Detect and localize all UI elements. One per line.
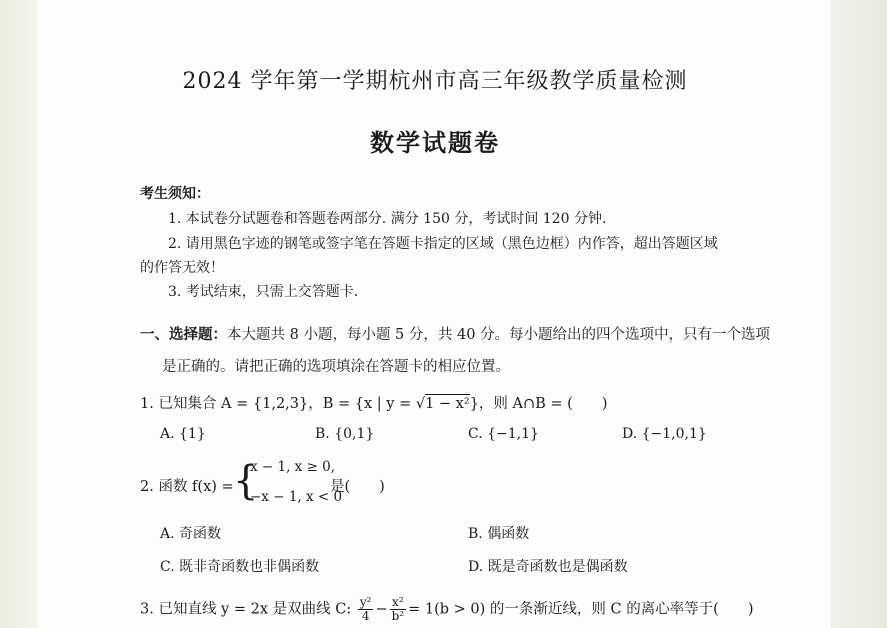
exam-title: 2024 学年第一学期杭州市高三年级教学质量检测: [182, 69, 688, 94]
question-2-option-a: A. 奇函数: [160, 526, 222, 542]
question-2-option-d: D. 既是奇函数也是偶函数: [468, 559, 628, 575]
section-intro: [140, 323, 770, 344]
question-2-number: 2.: [140, 479, 154, 495]
notice-item-3: 3. 考试结束，只需上交答题卡.: [168, 284, 359, 300]
question-2-option-b: B. 偶函数: [468, 526, 530, 542]
question-1-number: 1.: [140, 396, 154, 412]
section-text-2: 是正确的。请把正确的选项填涂在答题卡的相应位置。: [162, 359, 510, 375]
notice-heading: 考生须知：: [140, 186, 210, 202]
question-1-text-b: }，则 A∩B = ( ): [469, 396, 608, 412]
fraction-x2-over-b2: $\frac{\text{x²}}{\text{b²}}$: [391, 595, 405, 623]
minus-sign: −: [375, 601, 388, 618]
question-1-stem: [140, 392, 607, 413]
section-text-1: 本大题共 8 小题，每小题 5 分，共 40 分。每小题给出的四个选项中，只有一个选项: [227, 327, 771, 343]
question-2-text-a: 函数 f(x) =: [158, 479, 234, 495]
left-brace-icon: {: [233, 458, 259, 504]
sqrt-icon: √: [415, 396, 426, 412]
fraction-y2-over-4: $\frac{\text{y²}}{4}$: [359, 595, 372, 623]
notice-item-1: 1. 本试卷分试题卷和答题卷两部分. 满分 150 分，考试时间 120 分钟.: [168, 211, 607, 227]
question-1-option-d: D. {−1,0,1}: [622, 426, 707, 442]
exam-subtitle: 数学试题卷: [370, 128, 500, 157]
question-3-text-a: 已知直线 y = 2x 是双曲线 C:: [158, 601, 352, 618]
section-label: 一、选择题：: [140, 326, 227, 343]
question-1-option-c: C. {−1,1}: [468, 426, 539, 442]
question-1-option-b: B. {0,1}: [315, 426, 375, 442]
question-1-radicand: 1 − x²: [425, 396, 470, 412]
question-3-text-b: = 1(b > 0) 的一条渐近线，则 C 的离心率等于( ): [408, 601, 754, 618]
question-2-case-1: x − 1, x ≥ 0,: [250, 459, 336, 475]
notice-item-2: 2. 请用黑色字迹的钢笔或签字笔在答题卡指定的区域（黑色边框）内作答，超出答题区域: [168, 236, 718, 252]
exam-page: [40, 0, 830, 628]
question-1-option-a: A. {1}: [160, 426, 206, 442]
question-3-stem: [140, 596, 754, 623]
notice-item-2-cont: 的作答无效！: [140, 260, 224, 276]
question-1-text-a: 已知集合 A = {1,2,3}，B = {x | y =: [158, 396, 416, 412]
question-2-text-b: 是( ): [330, 479, 385, 495]
question-2-stem: [140, 475, 234, 496]
question-2-option-c: C. 既非奇函数也非偶函数: [160, 559, 320, 575]
question-2-case-2: −x − 1, x < 0: [250, 489, 343, 505]
question-3-number: 3.: [140, 601, 154, 618]
